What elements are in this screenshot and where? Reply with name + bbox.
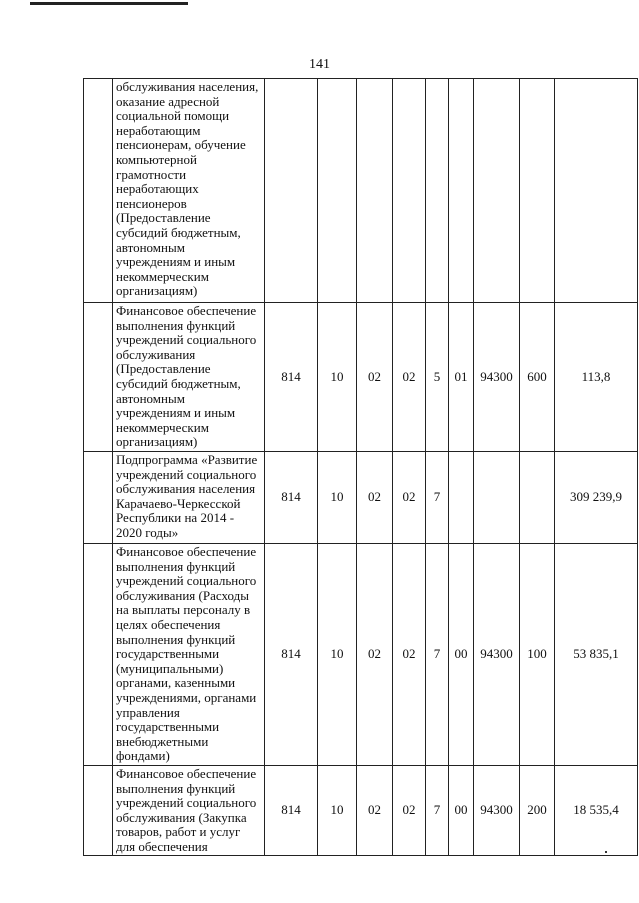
program-code-cell: 02 — [393, 303, 426, 452]
ministry-code-cell: 814 — [265, 544, 318, 766]
program-code-cell — [393, 79, 426, 303]
table-row — [84, 766, 638, 856]
description-cell: Подпрограмма «Развитие учреждений социального обслуживания населения Карачаево-Черкесской Республики на 2014 - 2020 годы» — [113, 452, 265, 544]
subprogram-code-cell: 5 — [426, 303, 449, 452]
table-row — [84, 452, 638, 544]
budget-table — [83, 78, 638, 856]
subsection-code-cell: 02 — [357, 766, 393, 856]
top-rule — [30, 2, 188, 5]
program-code-cell: 02 — [393, 452, 426, 544]
expense-type-cell: 600 — [520, 303, 555, 452]
number-cell — [84, 544, 113, 766]
number-cell — [84, 79, 113, 303]
ministry-code-cell — [265, 79, 318, 303]
subsection-code-cell: 02 — [357, 544, 393, 766]
table-row — [84, 544, 638, 766]
description-cell: обслуживания населения, оказание адресной социальной помощи неработающим пенсионерам, обучение компьютерной грамотности неработающих пенсионеров (Предоставление субсидий бюджетным, автономным учреждениям и иным некоммерческим организациям) — [113, 79, 265, 303]
amount-cell: 309 239,9 — [555, 452, 638, 544]
group-code-cell: 01 — [449, 303, 474, 452]
amount-cell: 113,8 — [555, 303, 638, 452]
group-code-cell — [449, 452, 474, 544]
direction-code-cell: 94300 — [474, 766, 520, 856]
subprogram-code-cell — [426, 79, 449, 303]
direction-code-cell: 94300 — [474, 544, 520, 766]
amount-cell — [555, 79, 638, 303]
subprogram-code-cell: 7 — [426, 766, 449, 856]
group-code-cell: 00 — [449, 766, 474, 856]
direction-code-cell — [474, 79, 520, 303]
section-code-cell: 10 — [318, 544, 357, 766]
ministry-code-cell: 814 — [265, 303, 318, 452]
page-number: 141 — [309, 57, 330, 72]
table-row — [84, 303, 638, 452]
expense-type-cell — [520, 79, 555, 303]
number-cell — [84, 303, 113, 452]
direction-code-cell — [474, 452, 520, 544]
section-code-cell: 10 — [318, 452, 357, 544]
expense-type-cell — [520, 452, 555, 544]
number-cell — [84, 766, 113, 856]
ministry-code-cell: 814 — [265, 766, 318, 856]
number-cell — [84, 452, 113, 544]
ministry-code-cell: 814 — [265, 452, 318, 544]
subsection-code-cell — [357, 79, 393, 303]
description-cell: Финансовое обеспечение выполнения функций учреждений социального обслуживания (Предоставление субсидий бюджетным, автономным учреждениям и иным некоммерческим организациям) — [113, 303, 265, 452]
amount-cell: 53 835,1 — [555, 544, 638, 766]
section-code-cell: 10 — [318, 766, 357, 856]
amount-cell: 18 535,4 — [555, 766, 638, 856]
expense-type-cell: 100 — [520, 544, 555, 766]
section-code-cell — [318, 79, 357, 303]
subsection-code-cell: 02 — [357, 303, 393, 452]
description-cell: Финансовое обеспечение выполнения функций учреждений социального обслуживания (Закупка товаров, работ и услуг для обеспечения — [113, 766, 265, 856]
subprogram-code-cell: 7 — [426, 544, 449, 766]
direction-code-cell: 94300 — [474, 303, 520, 452]
group-code-cell — [449, 79, 474, 303]
subprogram-code-cell: 7 — [426, 452, 449, 544]
group-code-cell: 00 — [449, 544, 474, 766]
table-row — [84, 79, 638, 303]
program-code-cell: 02 — [393, 544, 426, 766]
section-code-cell: 10 — [318, 303, 357, 452]
subsection-code-cell: 02 — [357, 452, 393, 544]
program-code-cell: 02 — [393, 766, 426, 856]
expense-type-cell: 200 — [520, 766, 555, 856]
scan-speck — [605, 851, 607, 853]
description-cell: Финансовое обеспечение выполнения функций учреждений социального обслуживания (Расходы на выплаты персоналу в целях обеспечения выполнения функций государственными (муниципальными) органами, казенными учреждениями, органами управления государственными внебюджетными фондами) — [113, 544, 265, 766]
